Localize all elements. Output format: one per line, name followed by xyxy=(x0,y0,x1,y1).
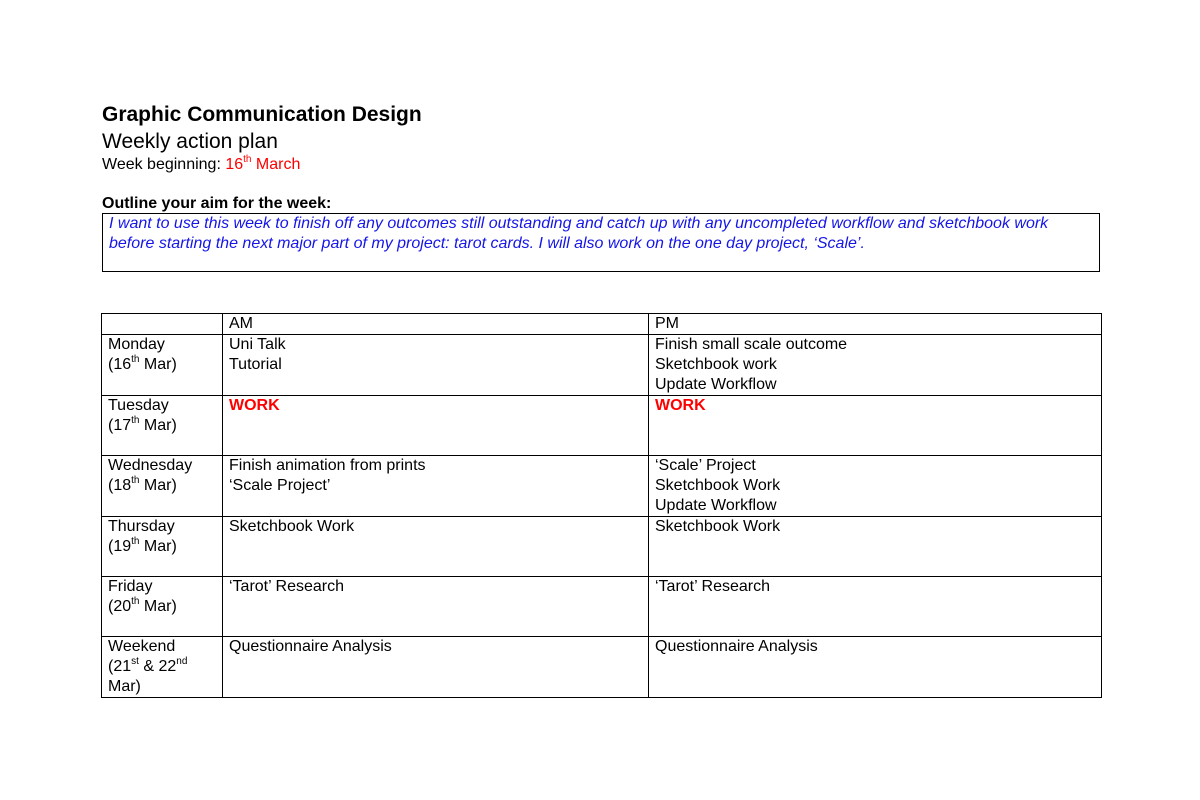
header-cell-pm: PM xyxy=(649,314,1102,335)
week-day-suffix: th xyxy=(243,153,252,165)
table-row xyxy=(102,637,1102,698)
pm-task: Questionnaire Analysis xyxy=(655,638,818,655)
pm-task: ‘Scale’ Project xyxy=(655,457,756,474)
table-row xyxy=(102,456,1102,517)
week-beginning xyxy=(102,155,300,175)
day-name: Wednesday xyxy=(108,457,193,474)
am-task: Sketchbook Work xyxy=(229,518,355,535)
aim-label: Outline your aim for the week: xyxy=(102,195,332,212)
table-row xyxy=(102,335,1102,396)
day-cell xyxy=(102,637,223,698)
pm-task: ‘Tarot’ Research xyxy=(655,578,771,595)
day-date: (21st & 22nd xyxy=(108,655,188,675)
header-cell-empty xyxy=(102,314,223,335)
am-cell xyxy=(223,456,649,517)
day-name: Friday xyxy=(108,578,153,595)
pm-task: Sketchbook Work xyxy=(655,518,781,535)
table-row xyxy=(102,577,1102,637)
day-name: Weekend xyxy=(108,638,176,655)
day-date: (19th Mar) xyxy=(108,535,177,555)
day-name: Tuesday xyxy=(108,397,169,414)
document-title: Graphic Communication Design xyxy=(102,103,422,126)
weekly-plan-table xyxy=(101,313,1102,698)
am-task: Finish animation from prints xyxy=(229,457,426,474)
pm-cell xyxy=(649,577,1102,637)
pm-cell xyxy=(649,517,1102,577)
pm-task: Sketchbook Work xyxy=(655,477,781,494)
am-task: WORK xyxy=(229,397,280,414)
am-task: ‘Scale Project’ xyxy=(229,477,331,494)
week-month: March xyxy=(251,156,301,173)
day-date-end: Mar) xyxy=(108,678,141,695)
day-cell xyxy=(102,335,223,396)
table-header-row xyxy=(102,314,1102,335)
table-row xyxy=(102,517,1102,577)
day-cell xyxy=(102,577,223,637)
am-task: Tutorial xyxy=(229,356,282,373)
table-row xyxy=(102,396,1102,456)
day-cell xyxy=(102,517,223,577)
am-cell xyxy=(223,335,649,396)
pm-task: Finish small scale outcome xyxy=(655,336,848,353)
week-day: 16 xyxy=(225,156,244,173)
day-date: (16th Mar) xyxy=(108,353,177,373)
am-cell xyxy=(223,577,649,637)
document-subtitle: Weekly action plan xyxy=(102,130,278,153)
day-date: (18th Mar) xyxy=(108,474,177,494)
aim-text-box[interactable]: I want to use this week to finish off any outcomes still outstanding and catch up with any uncompleted workflow and sketchbook work before starting the next major part of my project: tarot cards. I will also work on the one day project, ‘Scale’. xyxy=(102,213,1100,272)
day-name: Monday xyxy=(108,336,165,353)
am-task: ‘Tarot’ Research xyxy=(229,578,345,595)
pm-cell xyxy=(649,335,1102,396)
pm-task: Update Workflow xyxy=(655,497,777,514)
am-task: Uni Talk xyxy=(229,336,286,353)
pm-cell xyxy=(649,456,1102,517)
day-cell xyxy=(102,396,223,456)
pm-cell xyxy=(649,396,1102,456)
week-date xyxy=(225,153,301,173)
day-date: (20th Mar) xyxy=(108,595,177,615)
am-task: Questionnaire Analysis xyxy=(229,638,392,655)
pm-cell xyxy=(649,637,1102,698)
am-cell xyxy=(223,637,649,698)
header-cell-am: AM xyxy=(223,314,649,335)
pm-task: WORK xyxy=(655,397,706,414)
day-cell xyxy=(102,456,223,517)
day-name: Thursday xyxy=(108,518,175,535)
am-cell xyxy=(223,517,649,577)
week-label: Week beginning: xyxy=(102,156,226,173)
day-date: (17th Mar) xyxy=(108,414,177,434)
am-cell xyxy=(223,396,649,456)
pm-task: Update Workflow xyxy=(655,376,777,393)
pm-task: Sketchbook work xyxy=(655,356,777,373)
